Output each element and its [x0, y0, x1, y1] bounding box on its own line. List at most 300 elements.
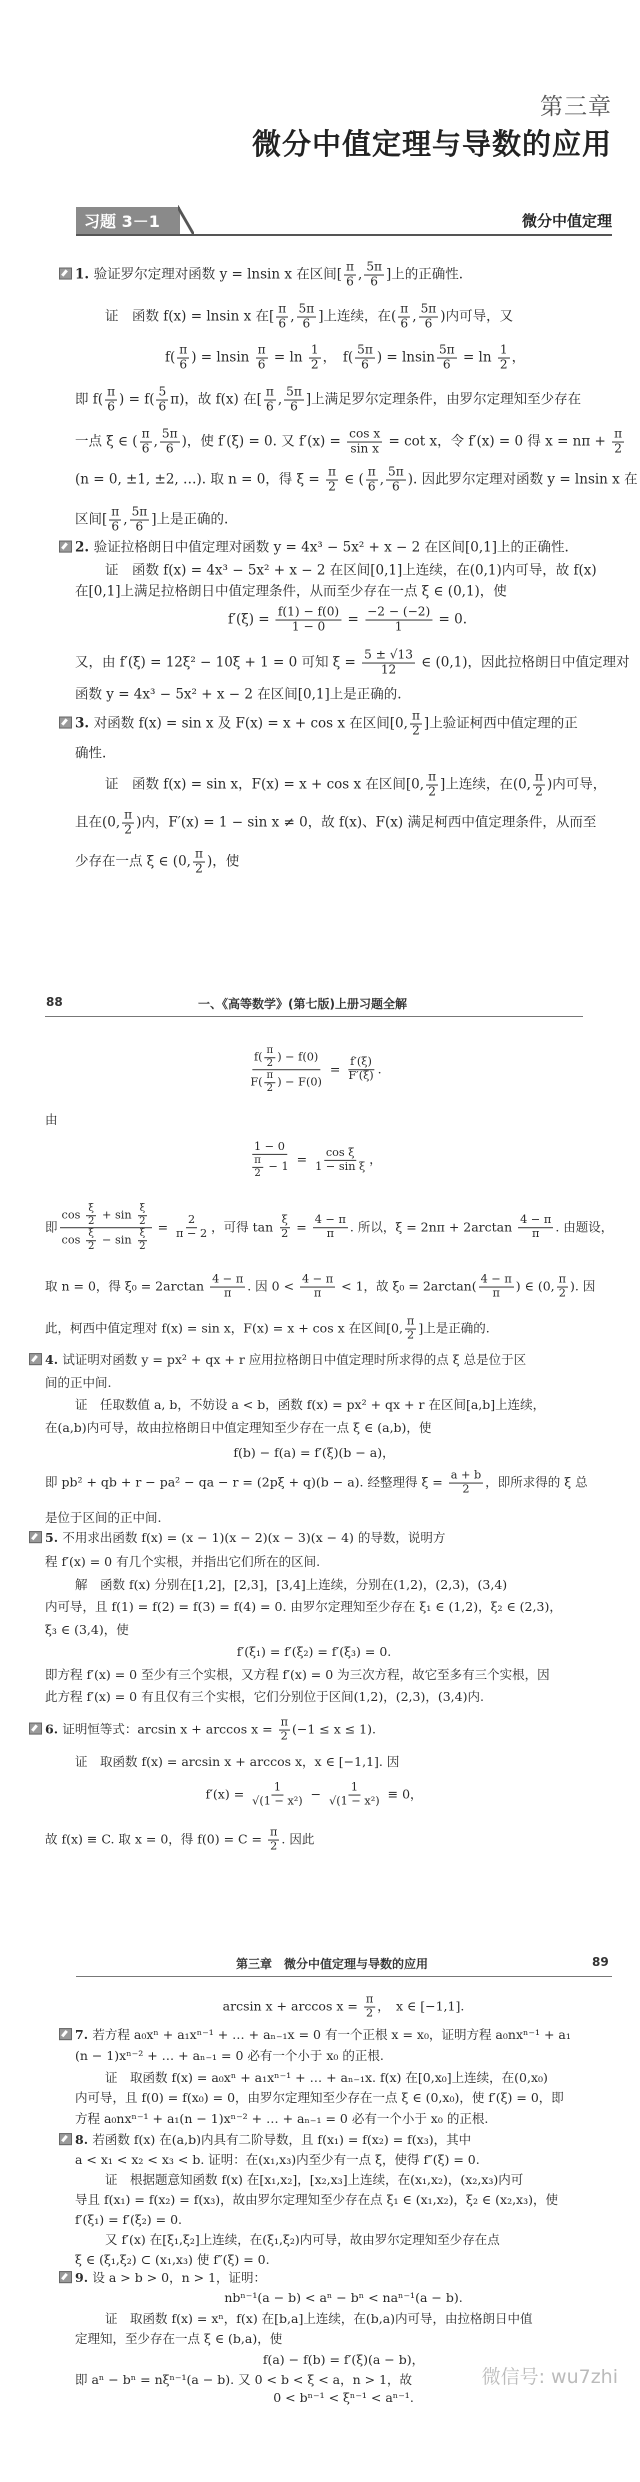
- text-run: π: [327, 464, 336, 479]
- denominator: [193, 863, 205, 877]
- text-run: 又 f′(x) 在[ξ₁,ξ₂]上连续，在(ξ₁,ξ₂)内可导，故由罗尔定理知至少存在点: [105, 2232, 500, 2248]
- numerator: [265, 1045, 276, 1058]
- fraction: [437, 344, 457, 373]
- text-run: ξ: [88, 1228, 94, 1240]
- denominator: [276, 318, 288, 332]
- text-run: =: [325, 1061, 345, 1077]
- text-run: 验证罗尔定理对函数 y = lnsin x 在区间[: [93, 266, 343, 283]
- text-run: 1: [310, 342, 319, 357]
- text-run: 4 − π: [520, 1213, 552, 1227]
- numerator: [364, 261, 384, 276]
- text-run: 2: [535, 784, 543, 799]
- numerator: [533, 771, 545, 786]
- text-run: 2: [462, 1482, 470, 1496]
- numerator: [105, 386, 117, 401]
- fraction: [276, 606, 341, 635]
- text-run: 2: [124, 822, 133, 837]
- denominator: [137, 1241, 147, 1253]
- text-line: [237, 1645, 392, 1659]
- text-line: [205, 1782, 422, 1809]
- fraction: [518, 1215, 553, 1242]
- text-run: 证 取函数 f(x) = a₀xⁿ + a₁xⁿ⁻¹ + … + aₙ₋₁x. f(x) 在[0,x₀]上连续，在(0,x₀): [105, 2070, 548, 2086]
- text-run: 6: [107, 399, 115, 414]
- text-run: ,: [153, 433, 158, 450]
- text-run: 4 − π: [302, 1272, 334, 1286]
- text-run: )，使 f′(ξ) = 0. 又 f′(x) =: [181, 433, 346, 450]
- text-run: 6: [179, 357, 188, 372]
- text-run: 2: [499, 357, 508, 372]
- text-run: 4 − π: [212, 1272, 244, 1286]
- text-run: 6: [346, 274, 354, 289]
- numerator: [284, 386, 304, 401]
- denominator: [490, 1288, 501, 1301]
- fraction: [313, 1147, 367, 1174]
- exercise-question: [59, 710, 578, 739]
- numerator: [252, 1155, 263, 1168]
- text-run: ξ: [281, 1213, 288, 1227]
- text-run: = cot x，令 f′(x) = 0 得 x = nπ +: [384, 433, 611, 450]
- text-line: [45, 1511, 161, 1525]
- text-line: [223, 1994, 465, 2021]
- text-run: ) = lnsin: [376, 349, 435, 366]
- text-run: 5π: [438, 342, 455, 357]
- exercise-icon: [59, 268, 72, 280]
- text-run: ，即所求得的 ξ 总: [485, 1474, 588, 1490]
- text-run: π: [223, 1286, 232, 1300]
- numerator: [410, 710, 422, 725]
- numerator: [362, 649, 415, 664]
- text-line: [75, 809, 596, 838]
- text-run: 是位于区间的正中间.: [45, 1510, 162, 1526]
- fraction: [364, 1994, 375, 2021]
- fraction: [140, 428, 152, 457]
- fraction: [364, 261, 384, 290]
- text-run: 2: [310, 357, 319, 372]
- denominator: [393, 621, 405, 635]
- text-run: π: [492, 1286, 500, 1300]
- denominator: [366, 481, 378, 495]
- denominator: [60, 1229, 152, 1253]
- denominator: [109, 521, 121, 535]
- numerator: [256, 344, 268, 359]
- numerator: [326, 466, 338, 481]
- text-run: π: [558, 1272, 567, 1286]
- denominator: [423, 318, 435, 332]
- text-line: [75, 428, 626, 457]
- fraction: [265, 1045, 276, 1069]
- numerator: [252, 1045, 320, 1070]
- numerator: [177, 344, 189, 359]
- text-run: 1: [273, 1780, 282, 1794]
- numerator: [612, 428, 624, 443]
- fraction: [268, 1827, 279, 1854]
- text-run: . 因 0 <: [247, 1278, 299, 1294]
- text-line: [45, 1555, 320, 1569]
- numerator: [193, 848, 205, 863]
- fraction: [210, 1274, 245, 1301]
- denominator: [86, 1241, 96, 1253]
- text-line: [75, 2213, 182, 2227]
- text-run: ξ: [139, 1203, 146, 1215]
- fraction: [284, 386, 304, 415]
- text-run: 区间[: [75, 511, 108, 528]
- text-run: a + b: [450, 1468, 482, 1482]
- fraction: [137, 1203, 147, 1227]
- text-line: [45, 1623, 129, 1637]
- text-run: π: [428, 769, 437, 784]
- page-number-89: 89: [592, 1955, 609, 1969]
- text-line: [105, 2233, 500, 2247]
- text-run: ，: [511, 349, 526, 366]
- text-run: ). 因此罗尔定理对函数 y = lnsin x 在: [407, 471, 638, 488]
- text-run: cos: [61, 1208, 84, 1222]
- numerator: [437, 344, 457, 359]
- exercise-icon: [29, 1723, 42, 1735]
- text-run: .: [377, 1061, 382, 1077]
- text-run: 5π: [131, 504, 148, 519]
- denominator: [612, 443, 624, 457]
- text-run: ) ∈ (0,: [515, 1278, 555, 1294]
- text-run: 验证拉格朗日中值定理对函数 y = 4x³ − 5x² + x − 2 在区间[0,1]上的正确性.: [93, 539, 569, 556]
- fraction: [60, 1203, 152, 1253]
- denominator: [86, 1216, 96, 1228]
- numerator: [122, 809, 134, 824]
- text-run: 6: [278, 316, 287, 331]
- denominator: [368, 276, 380, 290]
- text-run: 故 f(x) ≡ C. 取 x = 0，得 f(0) = C =: [45, 1831, 266, 1847]
- text-run: f(a) − f(b) = f′(ξ)(a − b)，: [262, 2352, 425, 2368]
- denominator: [177, 359, 189, 373]
- fraction: [533, 771, 545, 800]
- fraction: [386, 466, 406, 495]
- text-run: 5 ± √13: [364, 647, 413, 662]
- text-run: 6: [370, 274, 379, 289]
- text-run: π: [257, 342, 266, 357]
- text-run: 2: [412, 723, 420, 738]
- page-number-88: 88: [46, 995, 63, 1009]
- text-line: [75, 2373, 412, 2387]
- text-run: 2: [281, 1227, 289, 1241]
- text-line: [75, 688, 402, 703]
- text-line: [105, 2071, 548, 2085]
- text-run: 试证明对函数 y = px² + qx + r 应用拉格朗日中值定理时所求得的点 ξ 总是位于区: [62, 1352, 527, 1368]
- text-line: [273, 2391, 414, 2405]
- denominator: [348, 443, 381, 457]
- denominator: [312, 1288, 323, 1301]
- text-run: =: [292, 1151, 312, 1167]
- denominator: [364, 2008, 375, 2021]
- fraction: [248, 1045, 324, 1095]
- text-run: f′(ξ₁) = f′(ξ₂) = f′(ξ₃) = 0.: [236, 1644, 392, 1660]
- text-run: π: [266, 1070, 274, 1082]
- numerator: [386, 466, 406, 481]
- text-run: ,: [358, 266, 363, 283]
- text-run: 6: [158, 399, 167, 414]
- text-run: 在(a,b)内可导，故由拉格朗日中值定理知至少存在一点 ξ ∈ (a,b)，使: [45, 1420, 432, 1436]
- fraction: [346, 1057, 375, 1084]
- numerator: [210, 1274, 245, 1288]
- text-run: 6: [257, 357, 266, 372]
- text-run: 6: [135, 519, 144, 534]
- text-line: [75, 649, 630, 678]
- text-run: 1 − 0: [254, 1139, 285, 1153]
- fraction: [105, 386, 117, 415]
- text-run: ]上是正确的.: [418, 1320, 490, 1336]
- text-run: 6: [367, 479, 376, 494]
- text-run: 此，柯西中值定理对 f(x) = sin x，F(x) = x + cos x 在区间[0,: [45, 1320, 403, 1336]
- text-run: 1: [394, 619, 403, 634]
- fraction: [256, 344, 268, 373]
- denominator: [441, 359, 453, 373]
- numerator: [324, 1147, 357, 1161]
- text-line: [75, 1755, 399, 1769]
- numerator: [479, 1274, 514, 1288]
- text-run: 0 < bⁿ⁻¹ < ξⁿ⁻¹ < aⁿ⁻¹.: [273, 2390, 414, 2406]
- fraction: [612, 428, 624, 457]
- text-run: π: [411, 708, 420, 723]
- text-run: sin x: [350, 441, 379, 456]
- numerator: [355, 344, 375, 359]
- fraction: [449, 1470, 484, 1497]
- fraction: [557, 1274, 568, 1301]
- text-line: [75, 747, 106, 762]
- running-header-89: 第三章 微分中值定理与导数的应用: [236, 1957, 429, 1971]
- text-line: [105, 564, 597, 579]
- fraction: [405, 1316, 416, 1343]
- text-line: [75, 2091, 564, 2105]
- chapter-title: 微分中值定理与导数的应用: [251, 127, 612, 161]
- text-run: f(: [165, 349, 176, 366]
- exercise-question: [59, 2133, 471, 2147]
- text-run: 5π: [420, 301, 437, 316]
- text-line: [165, 344, 525, 373]
- text-run: π: [254, 1154, 261, 1166]
- text-run: π: [270, 1825, 278, 1839]
- text-line: [75, 2112, 488, 2126]
- text-run: (n − 1)xⁿ⁻² + … + aₙ₋₁ = 0 必有一个小于 x₀ 的正根.: [75, 2048, 384, 2064]
- denominator: [498, 359, 510, 373]
- fraction: [426, 771, 438, 800]
- numerator: [297, 303, 317, 318]
- text-line: [75, 386, 581, 415]
- fraction: [398, 303, 410, 332]
- text-line: [246, 1141, 381, 1179]
- text-line: [45, 1113, 58, 1127]
- text-line: [75, 1578, 507, 1592]
- exercise-number: 5.: [45, 1530, 63, 1546]
- numerator: [405, 1316, 416, 1330]
- text-run: 1 − sin ξ: [315, 1159, 366, 1173]
- text-run: 一点 ξ ∈ (: [75, 433, 138, 450]
- exercise-question: [29, 1353, 526, 1367]
- text-line: [228, 606, 467, 635]
- fraction: [250, 1782, 305, 1809]
- running-header-88: 一、《高等数学》(第七版)上册习题全解: [198, 997, 407, 1011]
- text-line: [75, 1398, 545, 1412]
- text-run: ]上满足罗尔定理条件，由罗尔定理知至少存在: [305, 391, 582, 408]
- header-rule-88: [45, 1016, 583, 1017]
- text-run: 2: [365, 2006, 374, 2020]
- text-run: 证 函数 f(x) = lnsin x 在[: [105, 308, 275, 325]
- text-run: ∈ (0,1)，因此拉格朗日中值定理对: [416, 654, 630, 671]
- exercise-number: 4.: [45, 1352, 63, 1368]
- section-band-slash: [178, 205, 194, 235]
- text-line: [75, 2253, 270, 2267]
- text-run: π: [141, 426, 150, 441]
- fraction: [264, 386, 276, 415]
- text-run: 2: [87, 1215, 95, 1227]
- text-run: ,: [123, 511, 128, 528]
- text-run: a < x₁ < x₂ < x₃ < b. 证明：在(x₁,x₃)内至少有一点 ξ，使得 f″(ξ) = 0.: [75, 2152, 480, 2168]
- fraction: [479, 1274, 514, 1301]
- denominator: [530, 1229, 541, 1242]
- denominator: [398, 318, 410, 332]
- text-line: [45, 1690, 484, 1704]
- text-line: [246, 1045, 381, 1095]
- denominator: [222, 1288, 233, 1301]
- numerator: [498, 344, 510, 359]
- text-run: 2: [270, 1839, 278, 1853]
- text-run: ,: [290, 308, 295, 325]
- text-run: 由: [45, 1112, 58, 1128]
- text-run: 在[0,1]上满足拉格朗日中值定理条件，从而至少存在一点 ξ ∈ (0,1)，使: [75, 583, 507, 600]
- text-run: π: [107, 384, 116, 399]
- text-line: [45, 1600, 562, 1614]
- fraction: [86, 1229, 96, 1253]
- section-topic: 微分中值定理: [521, 212, 612, 230]
- text-run: 证明恒等式：arcsin x + arccos x =: [62, 1721, 277, 1737]
- text-run: π: [367, 464, 376, 479]
- text-run: 即 pb² + qb + r − pa² − qa − r = (2pξ + q)(b − a). 经整理得 ξ =: [45, 1474, 447, 1490]
- text-line: [75, 585, 507, 600]
- exercise-number: 3.: [75, 715, 94, 732]
- header-rule-89: [76, 1976, 612, 1977]
- text-run: ，可得 tan: [211, 1219, 278, 1235]
- text-line: [45, 1274, 595, 1301]
- text-run: ]上连续，在(: [318, 308, 397, 325]
- text-run: 若方程 a₀xⁿ + a₁xⁿ⁻¹ + … + aₙ₋₁x = 0 有一个正根 x = x₀，证明方程 a₀nxⁿ⁻¹ + a₁: [92, 2027, 571, 2043]
- text-run: 1: [350, 1780, 358, 1794]
- text-run: π: [365, 1992, 374, 2006]
- text-run: 若函数 f(x) 在(a,b)内具有二阶导数，且 f(x₁) = f(x₂) = f(x₃)，其中: [92, 2132, 472, 2148]
- text-run: 解 函数 f(x) 分别在[1,2]，[2,3]，[3,4]上连续，分别在(1,2)，(2,3)，(3,4): [75, 1577, 508, 1593]
- text-run: π: [179, 342, 188, 357]
- numerator: [344, 261, 356, 276]
- text-line: [233, 1446, 394, 1460]
- text-run: 证 函数 f(x) = 4x³ − 5x² + x − 2 在区间[0,1]上连续，在(0,1)内可导，故 f(x): [105, 562, 597, 579]
- denominator: [248, 1071, 324, 1095]
- numerator: [138, 1203, 148, 1216]
- text-run: 2: [407, 1328, 415, 1342]
- denominator: [265, 1083, 275, 1095]
- text-run: 证 根据题意知函数 f(x) 在[x₁,x₂]，[x₂,x₃]上连续，在(x₁,x₂)，(x₂,x₃)内可: [105, 2172, 524, 2188]
- numerator: [86, 1229, 96, 1242]
- text-run: =: [292, 1219, 311, 1235]
- text-run: 导且 f(x₁) = f(x₂) = f(x₃)，故由罗尔定理知至少存在点 ξ₁ ∈ (x₁,x₂)，ξ₂ ∈ (x₂,x₃)，使: [75, 2192, 558, 2208]
- text-run: 6: [111, 519, 120, 534]
- text-run: 6: [392, 479, 400, 494]
- text-run: F′(ξ): [348, 1069, 374, 1083]
- numerator: [309, 344, 321, 359]
- fraction: [252, 1155, 263, 1179]
- text-run: 6: [400, 316, 409, 331]
- text-run: 程 f′(x) = 0 有几个实根，并指出它们所在的区间.: [45, 1554, 321, 1570]
- denominator: [390, 481, 402, 495]
- text-run: 5π: [161, 426, 178, 441]
- fraction: [156, 386, 168, 415]
- numerator: [279, 1717, 290, 1731]
- exercise-number: 9.: [75, 2270, 93, 2286]
- text-run: ) = f(: [119, 391, 155, 408]
- text-run: ) − f(0): [277, 1050, 319, 1064]
- exercise-number: 6.: [45, 1721, 63, 1737]
- fraction: [309, 344, 321, 373]
- text-run: 2: [195, 861, 203, 876]
- text-run: 5π: [298, 301, 315, 316]
- numerator: [349, 1782, 360, 1796]
- denominator: [301, 318, 313, 332]
- text-run: ， f(: [322, 349, 354, 366]
- numerator: [280, 1215, 290, 1229]
- text-run: 证 取函数 f(x) = xⁿ，f(x) 在[b,a]上连续，在(b,a)内可导，由拉格朗日中值: [105, 2311, 533, 2327]
- fraction: [130, 506, 150, 535]
- numerator: [449, 1470, 484, 1484]
- fraction: [265, 1071, 276, 1095]
- text-run: 对函数 f(x) = sin x 及 F(x) = x + cos x 在区间[0,: [93, 715, 408, 732]
- text-run: π: [313, 1286, 322, 1300]
- text-run: π: [265, 384, 274, 399]
- text-run: ，: [369, 1151, 382, 1167]
- text-run: 2: [139, 1215, 146, 1227]
- text-run: = ln: [458, 349, 496, 366]
- text-run: 即 aⁿ − bⁿ = nξⁿ⁻¹(a − b). 又 0 < b < ξ < a，n > 1，故: [75, 2372, 413, 2388]
- text-run: 1: [499, 342, 508, 357]
- fraction: [137, 1229, 147, 1253]
- text-line: [45, 1376, 111, 1390]
- text-run: −2 − (−2): [367, 604, 431, 619]
- text-run: 定理知，至少存在一点 ξ ∈ (b,a)，使: [75, 2331, 283, 2347]
- denominator: [156, 401, 168, 415]
- denominator: [105, 401, 117, 415]
- text-run: 证 任取数值 a, b，不妨设 a < b，函数 f(x) = px² + qx + r 在区间[a,b]上连续，: [75, 1397, 546, 1413]
- numerator: [140, 428, 152, 443]
- text-run: 且在(0,: [75, 814, 121, 831]
- text-run: ). 因: [570, 1278, 596, 1294]
- fraction: [177, 344, 189, 373]
- section-rule: [76, 234, 612, 236]
- text-run: 又，由 f′(ξ) = 12ξ² − 10ξ + 1 = 0 可知 ξ =: [75, 654, 361, 671]
- text-run: 2: [87, 1241, 95, 1253]
- text-run: π: [111, 504, 120, 519]
- fraction: [344, 261, 356, 290]
- text-run: π: [614, 426, 623, 441]
- numerator: [365, 606, 432, 621]
- text-run: ξ₃ ∈ (3,4)，使: [45, 1622, 129, 1638]
- denominator: [405, 1330, 416, 1343]
- numerator: [156, 386, 168, 401]
- text-run: 5π: [366, 259, 383, 274]
- exercise-icon: [59, 2028, 72, 2040]
- text-run: π: [278, 301, 287, 316]
- text-run: f′(x) =: [205, 1786, 249, 1802]
- text-run: =: [343, 611, 364, 628]
- watermark: 微信号: wu7zhi: [481, 2366, 618, 2388]
- fraction: [419, 303, 439, 332]
- numerator: [348, 1057, 374, 1071]
- text-run: π: [194, 846, 203, 861]
- denominator: [264, 401, 276, 415]
- text-line: [75, 506, 228, 535]
